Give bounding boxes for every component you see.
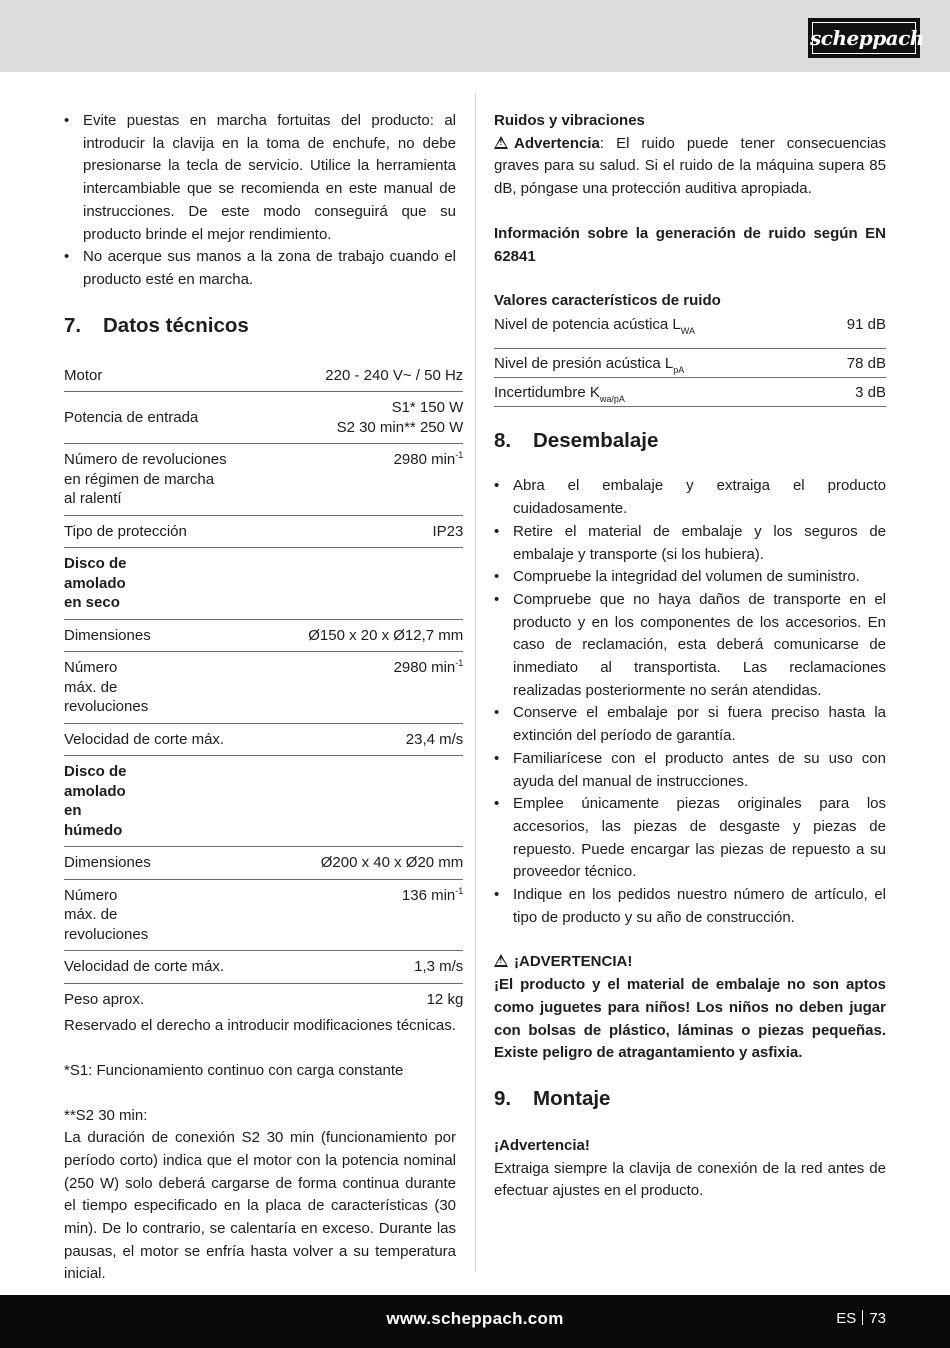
tech-data-table xyxy=(64,360,463,1016)
header-bar xyxy=(0,0,950,72)
safety-bullet-list xyxy=(64,110,456,292)
table-row xyxy=(64,879,463,951)
spec-value: 1,3 m/s xyxy=(308,951,463,984)
section-heading-9 xyxy=(494,1085,886,1113)
section-heading-8 xyxy=(494,427,886,455)
noise-info-heading: Información sobre la generación de ruido según EN 62841 xyxy=(494,224,886,265)
column-divider xyxy=(475,92,476,1272)
table-row xyxy=(64,619,463,652)
website-url: www.scheppach.com xyxy=(386,1309,564,1328)
section-number: 7. xyxy=(64,313,82,337)
table-row xyxy=(64,951,463,984)
left-column xyxy=(64,110,464,1286)
list-item: • Conserve el embalaje por si fuera preciso hasta la extinción del período de garantía. xyxy=(494,702,886,747)
noise-label-text: Nivel de presión acústica L xyxy=(494,355,674,373)
table-row xyxy=(64,756,463,847)
list-item: • Compruebe la integridad del volumen de suministro. xyxy=(494,566,886,589)
right-column xyxy=(494,110,886,1203)
page-indicator xyxy=(836,1310,886,1327)
section-number: 9. xyxy=(494,1087,512,1110)
packaging-warning-title xyxy=(494,951,886,974)
spec-label: Número máx. de revoluciones xyxy=(64,652,308,724)
warning-triangle-icon xyxy=(494,136,508,149)
spec-value-line: S1* 150 W xyxy=(391,399,464,417)
list-item: • Compruebe que no haya daños de transporte en el producto y en los componentes de los accesorios. En caso de reclamación, esta deberá comunicarse de inmediato al transportista. Las reclamaciones realizadas posteriormente no serán atendidas. xyxy=(494,589,886,703)
spec-label: Tipo de protección xyxy=(64,515,308,548)
exponent: -1 xyxy=(455,450,464,461)
mount-warning-title: ¡Advertencia! xyxy=(494,1137,590,1154)
spec-value-text: 2980 min xyxy=(393,659,456,677)
exponent: -1 xyxy=(455,885,464,896)
spec-label: Dimensiones xyxy=(64,847,308,880)
spec-label: Peso aprox. xyxy=(64,990,145,1008)
noise-values-heading: Valores característicos de ruido xyxy=(494,292,721,310)
language-code: ES xyxy=(836,1310,857,1327)
page-number: 73 xyxy=(869,1310,886,1327)
spec-value xyxy=(308,444,463,516)
list-item: • Indique en los pedidos nuestro número de artículo, el tipo de producto y su año de construcción. xyxy=(494,884,886,929)
table-row xyxy=(64,652,463,724)
page-separator xyxy=(862,1310,863,1325)
table-row xyxy=(64,360,463,392)
spec-label: Dimensiones xyxy=(64,619,308,652)
table-row xyxy=(64,983,463,1015)
spec-value-line: S2 30 min** 250 W xyxy=(336,418,464,436)
subscript: wa/pA xyxy=(599,393,625,404)
table-row xyxy=(494,349,886,378)
spec-value: 220 - 240 V~ / 50 Hz xyxy=(308,360,463,392)
noise-value: 91 dB xyxy=(822,313,886,349)
spec-label: Motor xyxy=(64,360,308,392)
table-row xyxy=(64,392,463,444)
list-item: • No acerque sus manos a la zona de trabajo cuando el producto esté en marcha. xyxy=(64,246,456,291)
table-row xyxy=(64,548,463,620)
unpacking-bullet-list xyxy=(494,475,886,929)
spec-value-text: 2980 min xyxy=(393,451,456,469)
spec-subheading: Disco de amolado en húmedo xyxy=(64,756,308,847)
noise-label xyxy=(494,377,822,407)
noise-label xyxy=(494,349,822,378)
spec-label: Velocidad de corte máx. xyxy=(64,951,308,984)
spec-label: Velocidad de corte máx. xyxy=(64,723,308,756)
section-title: Montaje xyxy=(533,1087,611,1110)
noise-label-text: Incertidumbre K xyxy=(494,383,600,401)
spec-value: Ø150 x 20 x Ø12,7 mm xyxy=(308,619,463,652)
subscript: pA xyxy=(673,365,685,376)
table-row xyxy=(64,723,463,756)
list-item: • Familiarícese con el producto antes de su uso con ayuda del manual de instrucciones. xyxy=(494,748,886,793)
spec-label: Número de revoluciones en régimen de marcha al ralentí xyxy=(64,444,308,516)
s1-note: *S1: Funcionamiento continuo con carga constante xyxy=(64,1061,404,1079)
empty-cell xyxy=(308,756,463,847)
noise-value: 78 dB xyxy=(822,349,886,378)
warning-text: : El ruido puede tener consecuencias graves para su salud. Si el ruido de la máquina supera 85 dB, póngase una protección auditiva apropiada. xyxy=(494,134,886,198)
spec-value: IP23 xyxy=(308,515,463,548)
spec-value: Ø200 x 40 x Ø20 mm xyxy=(308,847,463,880)
list-item: • Abra el embalaje y extraiga el producto cuidadosamente. xyxy=(494,475,886,520)
reserved-note: Reservado el derecho a introducir modificaciones técnicas. xyxy=(64,1017,456,1035)
scheppach-logo: scheppach xyxy=(808,18,920,58)
warning-title-text: ¡ADVERTENCIA! xyxy=(514,953,633,971)
exponent: -1 xyxy=(455,658,464,669)
spec-value xyxy=(308,392,463,444)
packaging-warning-text: ¡El producto y el material de embalaje no son aptos como juguetes para niños! Los niños no deben jugar con bolsas de plástico, láminas o piezas pequeñas. Existe peligro de atragantamiento y asfixia. xyxy=(494,976,886,1062)
spec-subheading: Disco de amolado en seco xyxy=(64,548,308,620)
spec-value xyxy=(308,879,463,951)
footer-bar xyxy=(0,1295,950,1348)
spec-value: 23,4 m/s xyxy=(308,723,463,756)
warning-label: Advertencia xyxy=(514,134,600,152)
section-heading-7 xyxy=(64,312,456,340)
subscript: WA xyxy=(680,325,695,336)
s2-title: **S2 30 min: xyxy=(64,1106,148,1124)
list-item: • Retire el material de embalaje y los seguros de embalaje y transporte (si los hubiera). xyxy=(494,521,886,566)
section-number: 8. xyxy=(494,429,512,453)
warning-triangle-icon xyxy=(494,954,508,967)
noise-label-text: Nivel de potencia acústica L xyxy=(494,315,681,333)
noise-value: 3 dB xyxy=(822,377,886,407)
spec-value xyxy=(308,652,463,724)
list-item: • Evite puestas en marcha fortuitas del producto: al introducir la clavija en la toma de enchufe, no debe presionarse la tecla de servicio. Utilice la herramienta intercambiable que se recomienda en este manual de instrucciones. De este modo conseguirá que su producto brinde el mejor rendimiento. xyxy=(64,110,456,246)
s2-text: La duración de conexión S2 30 min (funcionamiento por período corto) indica que el motor con la potencia nominal (250 W) solo deberá cargarse de forma continua durante el tiempo especificado en la placa de características (30 min). De lo contrario, se calentaría en exceso. Durante las pausas, el motor se enfría hasta volver a su temperatura inicial. xyxy=(64,1129,456,1283)
spec-value: 12 kg xyxy=(426,990,464,1008)
noise-warning xyxy=(494,133,886,201)
table-row xyxy=(64,515,463,548)
table-row xyxy=(494,313,886,349)
section-title: Datos técnicos xyxy=(103,313,249,337)
mount-warning-text: Extraiga siempre la clavija de conexión de la red antes de efectuar ajustes en el producto. xyxy=(494,1159,886,1200)
noise-values-table xyxy=(494,313,886,408)
noise-heading: Ruidos y vibraciones xyxy=(494,112,645,129)
spec-label: Potencia de entrada xyxy=(64,392,308,444)
table-row xyxy=(64,444,463,516)
list-item: • Emplee únicamente piezas originales para los accesorios, las piezas de desgaste y piezas de repuesto. Puede encargar las piezas de repuesto a su proveedor técnico. xyxy=(494,793,886,884)
table-row xyxy=(64,847,463,880)
noise-label xyxy=(494,313,822,349)
spec-label: Número máx. de revoluciones xyxy=(64,879,308,951)
table-row xyxy=(494,377,886,407)
section-title: Desembalaje xyxy=(533,429,659,453)
empty-cell xyxy=(308,548,463,620)
spec-value-text: 136 min xyxy=(401,886,456,904)
